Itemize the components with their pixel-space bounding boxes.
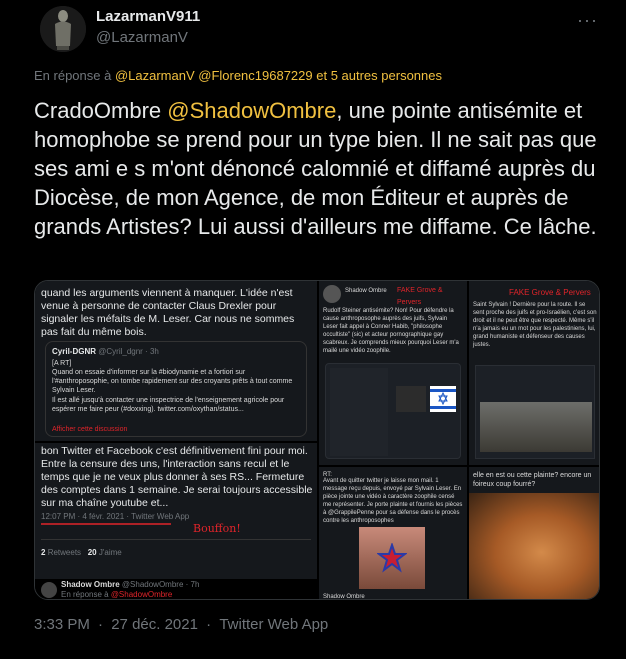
media-screenshot-2: [35, 443, 317, 579]
shot2-text: bon Twitter et Facebook c'est définitivement fini pour moi. Entre la censure des uns, l'interaction sans recul et le temps que je ne veux plus donner à ses RS... Fermeture des comptes dans 1 semaine. Je serai toujours accessible sur ma chaîne youtube et...: [41, 445, 313, 509]
annotation-underline: [41, 522, 171, 526]
media-reply-strip: [35, 579, 317, 600]
author-handle[interactable]: @LazarmanV: [96, 29, 188, 46]
divider: [41, 539, 311, 540]
shot2-engagement: 2 Retweets 20 J'aime: [41, 548, 122, 557]
avatar[interactable]: [40, 6, 86, 52]
israel-flag-icon: [430, 386, 456, 412]
quoted-tag: [A RT]: [52, 360, 72, 367]
shot3-user: Shadow Ombre: [345, 288, 387, 294]
tweet-mention[interactable]: @ShadowOmbre: [167, 98, 337, 123]
tweet-date[interactable]: 27 déc. 2021: [111, 616, 198, 633]
quoted-text-2: Il est allé jusqu'à contacter une inspectrice de l'enseignement agricole pour espérer me faire peur (#doxxing). twitter.com/oxythan/status...: [52, 397, 285, 413]
shot2-timestamp: 12:07 PM · 4 févr. 2021 · Twitter Web App: [41, 512, 190, 521]
quoted-user: Cyril-DGNR @Cyril_dgnr · 3h: [52, 347, 159, 356]
shot3-avatar: [323, 285, 341, 303]
shot3-title: FAKE Grove & Pervers: [397, 287, 443, 306]
shot1-text: quand les arguments viennent à manquer. L'idée n'est venue à personne de contacter Claus Drexler pour signaler les méfaits de M. Leser. Car nous ne sommes pas fait du même bois.: [41, 287, 295, 338]
shot5-tag: RT:: [323, 472, 332, 478]
shot6-image: [469, 493, 600, 600]
reply-user: Shadow Ombre @ShadowOmbre · 7h: [61, 580, 200, 589]
shot4-embed: [475, 365, 595, 459]
more-options-icon[interactable]: ···: [577, 10, 598, 30]
tweet-client[interactable]: Twitter Web App: [219, 616, 329, 633]
author-info: [96, 8, 200, 46]
shot5-image: [359, 527, 425, 589]
quoted-text: Quand on essaie d'informer sur la #biodynamie et a fortiori sur l'#anthroposophie, on tombe rapidement sur des croyants prêts à tout comme Sylvain Leser.: [52, 369, 293, 394]
shot3-text: Rudolf Steiner antisémite? Non! Pour défendre la cause anthroposophe auprès des juifs, Sylvain Leser fait appel à Conner Habib, "philosophe occultiste" (sic) et acteur pornographique gay scabreux. Je comprends mieux pourquoi Leser m'a mailé une vidéo zoophile.: [323, 308, 459, 354]
reply-context: [34, 68, 442, 83]
tweet-text: [34, 96, 599, 241]
reply-prefix: En réponse à: [34, 68, 115, 83]
tweet-media[interactable]: [34, 280, 600, 600]
shot6-text: elle en est ou cette plainte? encore un foireux coup fourré?: [473, 472, 592, 488]
media-screenshot-6: [469, 467, 600, 600]
media-screenshot-1: [35, 281, 317, 441]
media-screenshot-4: [469, 281, 600, 465]
shot3-embed: [325, 363, 461, 459]
author-display-name[interactable]: LazarmanV911: [96, 8, 201, 25]
tweet-time[interactable]: 3:33 PM: [34, 616, 90, 633]
shot4-title: FAKE Grove & Pervers: [509, 288, 591, 297]
reply-to-line: En réponse à @ShadowOmbre: [61, 590, 173, 599]
tweet-text-start: CradoOmbre: [34, 98, 168, 123]
tweet-meta: 3:33 PM · 27 déc. 2021 · Twitter Web App: [34, 616, 329, 633]
quoted-tweet: [45, 341, 307, 437]
media-screenshot-3: [319, 281, 467, 465]
shot2-annotation: Bouffon!: [193, 522, 241, 535]
show-thread-link[interactable]: Afficher cette discussion: [52, 426, 128, 433]
tweet-text-rest: , une pointe antisémite et homophobe se prend pour un type bien. Il ne sait pas que ses ami e s m'ont dénoncé calomnié et diffamé auprès du Diocèse, de mon Agence, de mon Éditeur et auprès de grands Artistes? Lui aussi d'ailleurs me diffame. Ce lâche.: [34, 98, 597, 239]
shot5-text: Avant de quitter twitter je laisse mon mail. 1 message reçu depuis, envoyé par Sylvain Leser. En pièce jointe une vidéo à caractère zoophile censé me représenter. Je porte plainte et fournis les pièces à @GrappilePenne pour sa défense dans le procès contre les anthroposophes: [323, 478, 463, 524]
shot5-user: Shadow Ombre: [323, 594, 365, 600]
star-icon: [377, 543, 407, 573]
shot4-text: Saint Sylvain ! Dernière pour la route. Il se sent proche des juifs et pro-Israélien, c'est son droit et il ne peut être que respecté. Même s'il n'a jamais eu un mot pour les palestiniens, lui, grand humaniste et défenseur des causes justes.: [473, 302, 597, 348]
reply-avatar: [41, 582, 57, 598]
reply-mentions[interactable]: @LazarmanV @Florenc19687229 et 5 autres personnes: [114, 68, 442, 83]
media-screenshot-5: [319, 467, 467, 600]
